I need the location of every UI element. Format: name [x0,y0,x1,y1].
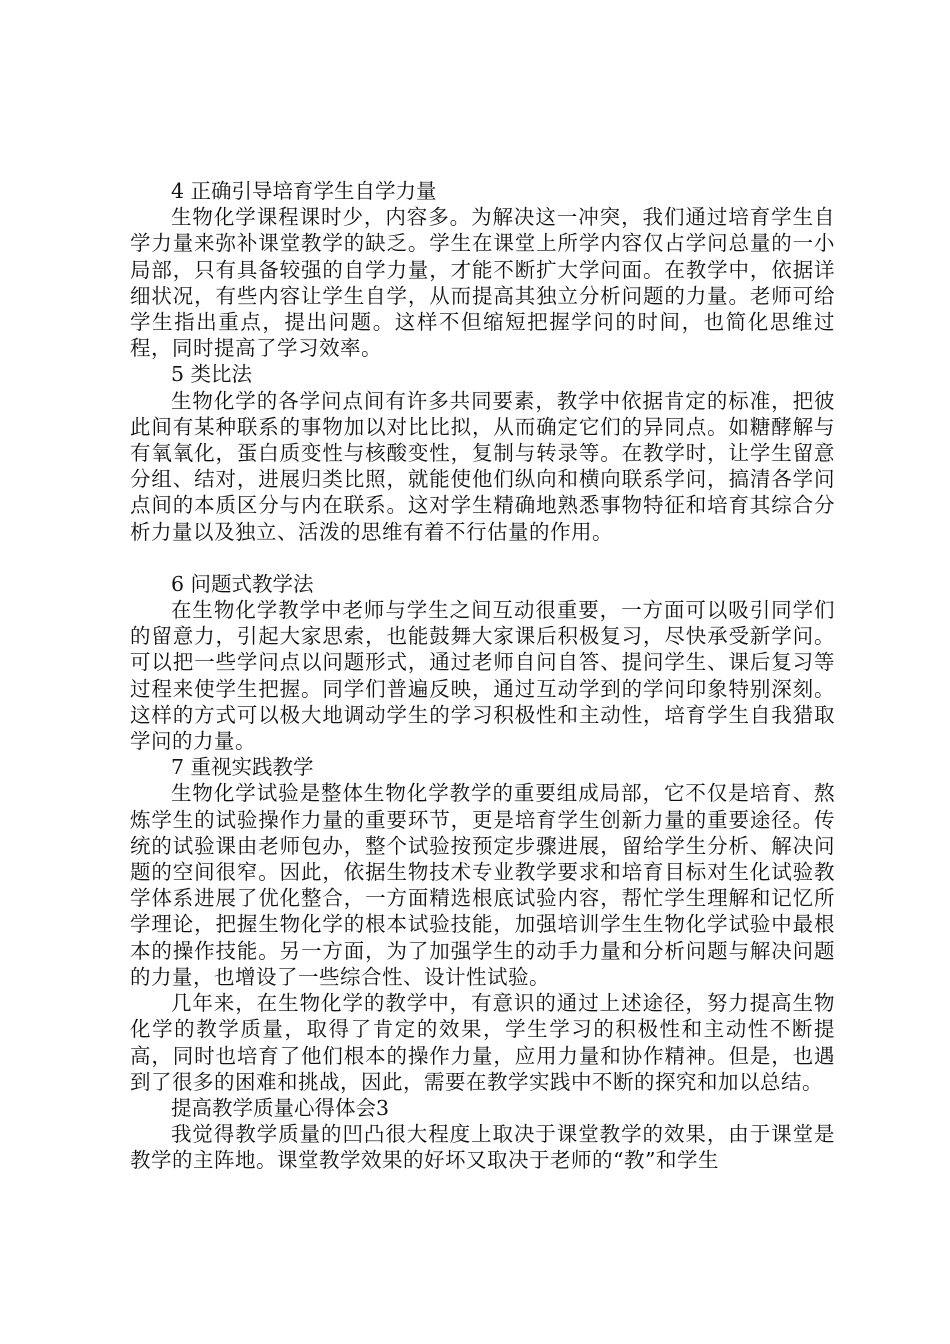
document-body [130,178,835,1174]
paragraph-practice-teaching: 生物化学试验是整体生物化学教学的重要组成局部，它不仅是培育、熬炼学生的试验操作力量的重要环节，更是培育学生创新力量的重要途径。传统的试验课由老师包办，整个试验按预定步骤进展，留给学生分析、解决问题的空间很窄。因此，依据生物技术专业教学要求和培育目标对生化试验教学体系进展了优化整合，一方面精选根底试验内容，帮忙学生理解和记忆所学理论，把握生物化学的根本试验技能，加强培训学生生物化学试验中最根本的操作技能。另一方面，为了加强学生的动手力量和分析问题与解决问题的力量，也增设了一些综合性、设计性试验。 [130,781,835,989]
section-heading-6: 6 问题式教学法 [171,571,314,596]
paragraph-summary: 几年来，在生物化学的教学中，有意识的通过上述途径，努力提高生物化学的教学质量，取得了肯定的效果，学生学习的积极性和主动性不断提高，同时也培育了他们根本的操作力量，应用力量和协作精神。但是，也遇到了很多的困难和挑战，因此，需要在教学实践中不断的探究和加以总结。 [130,991,835,1094]
section-heading-experience-3: 提高教学质量心得体会3 [171,1095,390,1120]
paragraph-self-study: 生物化学课程课时少，内容多。为解决这一冲突，我们通过培育学生自学力量来弥补课堂教学的缺乏。学生在课堂上所学内容仅占学问总量的一小局部，只有具备较强的自学力量，才能不断扩大学问面。在教学中，依据详细状况，有些内容让学生自学，从而提高其独立分析问题的力量。老师可给学生指出重点，提出问题。这样不但缩短把握学问的时间，也简化思维过程，同时提高了学习效率。 [130,205,835,361]
paragraph-spacer [130,545,835,571]
section-heading-4: 4 正确引导培育学生自学力量 [171,179,437,203]
section-heading-5: 5 类比法 [171,362,253,387]
section-heading-7: 7 重视实践教学 [171,755,314,780]
paragraph-classroom-quality: 我觉得教学质量的凹凸很大程度上取决于课堂教学的效果，由于课堂是教学的主阵地。课堂教学效果的好坏又取决于老师的“教”和学生 [130,1122,835,1173]
paragraph-analogy: 生物化学的各学问点间有许多共同要素，教学中依据肯定的标准，把彼此间有某种联系的事物加以对比比拟，从而确定它们的异同点。如糖酵解与有氧氧化，蛋白质变性与核酸变性，复制与转录等。在教学时，让学生留意分组、结对，进展归类比照，就能使他们纵向和横向联系学问，搞清各学问点间的本质区分与内在联系。这对学生精确地熟悉事物特征和培育其综合分析力量以及独立、活泼的思维有着不行估量的作用。 [130,388,835,544]
paragraph-question-method: 在生物化学教学中老师与学生之间互动很重要，一方面可以吸引同学们的留意力，引起大家思索，也能鼓舞大家课后积极复习，尽快承受新学问。可以把一些学问点以问题形式，通过老师自问自答、提问学生、课后复习等过程来使学生把握。同学们普遍反映，通过互动学到的学问印象特别深刻。这样的方式可以极大地调动学生的学习积极性和主动性，培育学生自我猎取学问的力量。 [130,598,835,754]
